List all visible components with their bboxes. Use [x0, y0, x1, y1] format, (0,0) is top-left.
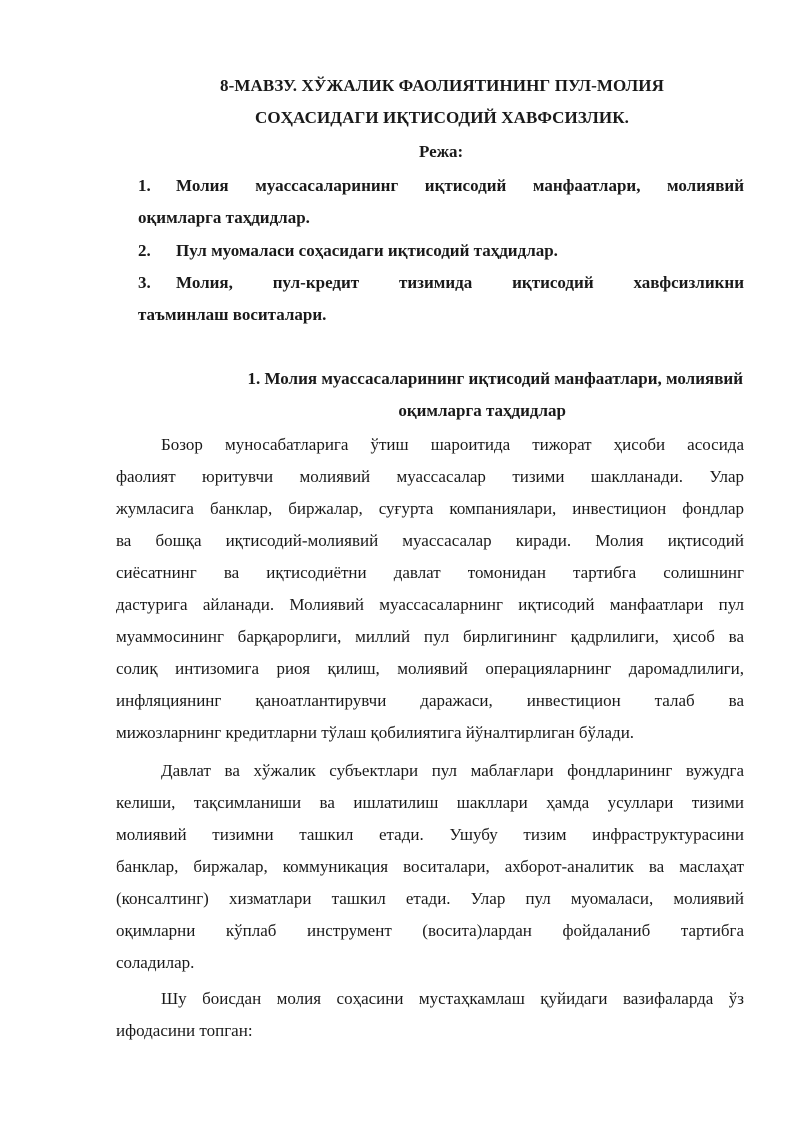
document-title-line-2: СОҲАСИДАГИ ИҚТИСОДИЙ ХАВФСИЗЛИК.: [254, 108, 629, 127]
paragraph-line: оқимларни кўплаб инструмент (восита)лардан фойдаланиб тартибга: [116, 921, 744, 940]
paragraph-line: жумласига банклар, биржалар, суғурта компаниялари, инвестицион фондлар: [116, 499, 744, 518]
plan-item-number: 3.: [138, 273, 151, 292]
section-heading-line-2: оқимларга таҳдидлар: [398, 401, 566, 420]
paragraph-line: (консалтинг) хизматлари ташкил етади. Улар пул муомаласи, молиявий: [116, 889, 744, 908]
paragraph-line: банклар, биржалар, коммуникация воситалари, ахборот-аналитик ва маслаҳат: [116, 857, 744, 876]
paragraph-line: сиёсатнинг ва иқтисодиётни давлат томонидан тартибга солишнинг: [116, 563, 744, 582]
paragraph-line: молиявий тизимни ташкил етади. Ушубу тизим инфраструктурасини: [116, 825, 744, 844]
plan-item-text: таъминлаш воситалари.: [138, 305, 327, 324]
plan-item-number: 2.: [138, 241, 151, 260]
paragraph-line: соладилар.: [116, 953, 195, 972]
paragraph-line: солиқ интизомига риоя қилиш, молиявий операцияларнинг даромадлилиги,: [116, 659, 744, 678]
plan-item-2: [138, 235, 744, 267]
plan-item-text: Пул муомаласи соҳасидаги иқтисодий таҳдидлар.: [176, 241, 558, 260]
paragraph-line: муаммосининг барқарорлиги, миллий пул бирлигининг қадрлилиги, ҳисоб ва: [116, 627, 744, 646]
plan-item-3: [138, 267, 744, 331]
paragraph-line: Давлат ва хўжалик субъектлари пул маблағлари фондларининг вужудга: [161, 761, 744, 780]
paragraph-line: Бозор муносабатларига ўтиш шароитида тижорат ҳисоби асосида: [161, 435, 744, 454]
plan-item-1: [138, 170, 744, 234]
paragraph-3: [116, 983, 744, 1047]
paragraph-line: ифодасини топган:: [116, 1021, 253, 1040]
plan-item-number: 1.: [138, 176, 151, 195]
plan-item-text: оқимларга таҳдидлар.: [138, 208, 310, 227]
paragraph-line: фаолият юритувчи молиявий муассасалар тизими шаклланади. Улар: [116, 467, 744, 486]
paragraph-line: келиши, тақсимланиши ва ишлатилиш шакллари ҳамда усуллари тизими: [116, 793, 744, 812]
plan-heading: Режа:: [419, 142, 464, 161]
paragraph-line: мижозларнинг кредитларни тўлаш қобилиятига йўналтирлиган бўлади.: [116, 723, 635, 742]
document-title-line-1: 8-МАВЗУ. ХЎЖАЛИК ФАОЛИЯТИНИНГ ПУЛ-МОЛИЯ: [220, 76, 664, 95]
section-heading-line-1: 1. Молия муассасаларининг иқтисодий манфаатлари, молиявий: [247, 369, 743, 388]
paragraph-1: [116, 429, 744, 749]
paragraph-line: Шу боисдан молия соҳасини мустаҳкамлаш қуйидаги вазифаларда ўз: [161, 989, 744, 1008]
plan-item-text: Молия, пул-кредит тизимида иқтисодий хавфсизликни: [176, 273, 744, 292]
paragraph-line: дастурига айланади. Молиявий муассасаларнинг иқтисодий манфаатлари пул: [116, 595, 744, 614]
paragraph-line: ва бошқа иқтисодий-молиявий муассасалар киради. Молия иқтисодий: [116, 531, 744, 550]
plan-item-text: Молия муассасаларининг иқтисодий манфаатлари, молиявий: [176, 176, 744, 195]
paragraph-line: инфляциянинг қаноатлантирувчи даражаси, инвестицион талаб ва: [116, 691, 744, 710]
paragraph-2: [116, 755, 744, 979]
